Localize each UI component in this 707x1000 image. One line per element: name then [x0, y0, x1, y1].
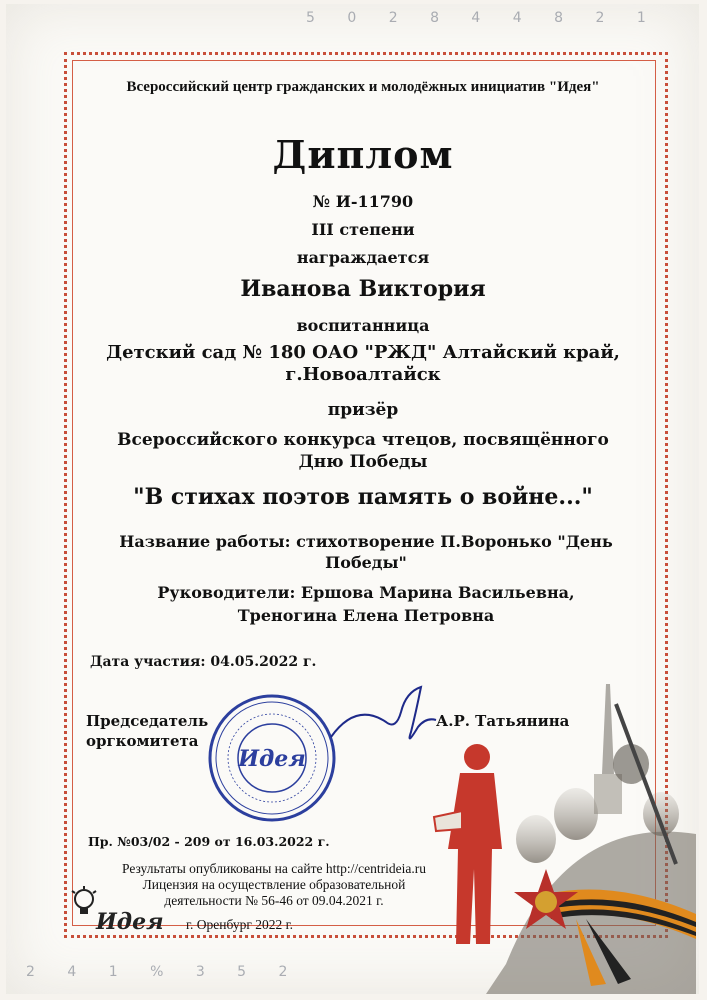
contest-theme: "В стихах поэтов память о войне...": [133, 484, 593, 510]
background-scribbles-bottom: 2 4 1 % 3 5 2: [26, 964, 302, 980]
recipient-name: Иванова Виктория: [240, 276, 486, 302]
work-line-1: Название работы: стихотворение П.Воронько "День: [119, 532, 613, 551]
institution-line-1: Детский сад № 180 ОАО "РЖД" Алтайский край,: [106, 342, 620, 363]
chair-line-2: оргкомитета: [86, 732, 199, 750]
diploma-sheet: [6, 4, 699, 994]
participation-date: Дата участия: 04.05.2022 г.: [90, 654, 317, 670]
diploma-title: Диплом: [272, 132, 454, 177]
reader-silhouette: [432, 739, 522, 949]
institution: [66, 342, 660, 386]
published-line-1: Результаты опубликованы на сайте http://centrideia.ru: [122, 861, 426, 876]
order-number: Пр. №03/02 - 209 от 16.03.2022 г.: [88, 834, 330, 849]
city-year: г. Оренбург 2022 г.: [186, 917, 294, 932]
contest-line-1: Всероссийского конкурса чтецов, посвящённого: [117, 430, 609, 450]
awarded-label: награждается: [296, 248, 430, 267]
work-title: [116, 531, 616, 573]
stamp-seal: [206, 692, 338, 824]
published-line-3: деятельности № 56-46 от 09.04.2021 г.: [164, 893, 384, 908]
contest-name: [66, 429, 660, 473]
organization-name: Всероссийский центр гражданских и молодёжных инициатив "Идея": [126, 79, 600, 95]
chair-line-1: Председатель: [86, 712, 209, 730]
chairman-label: [86, 711, 208, 751]
publication-info: [104, 861, 444, 909]
supervisors: [126, 581, 606, 627]
institution-line-2: г.Новоалтайск: [285, 364, 441, 385]
recipient-role: воспитанница: [296, 316, 430, 335]
lightbulb-logo-icon: [70, 886, 98, 922]
supervisors-line-1: Руководители: Ершова Марина Васильевна,: [157, 583, 575, 602]
logo-text: Идея: [96, 909, 164, 935]
prize-status: призёр: [327, 400, 399, 420]
signature: [326, 682, 446, 752]
stamp-center-text: Идея: [238, 746, 306, 772]
signer-name: А.Р. Татьянина: [436, 712, 570, 730]
background-scribbles: 5 0 2 8 4 4 8 2 1: [306, 10, 660, 26]
contest-line-2: Дню Победы: [298, 452, 428, 472]
supervisors-line-2: Треногина Елена Петровна: [237, 606, 495, 625]
published-line-2: Лицензия на осуществление образовательной: [142, 877, 406, 892]
work-line-2: Победы": [325, 553, 407, 572]
diploma-number: № И-11790: [312, 192, 414, 211]
diploma-degree: III степени: [311, 220, 415, 239]
